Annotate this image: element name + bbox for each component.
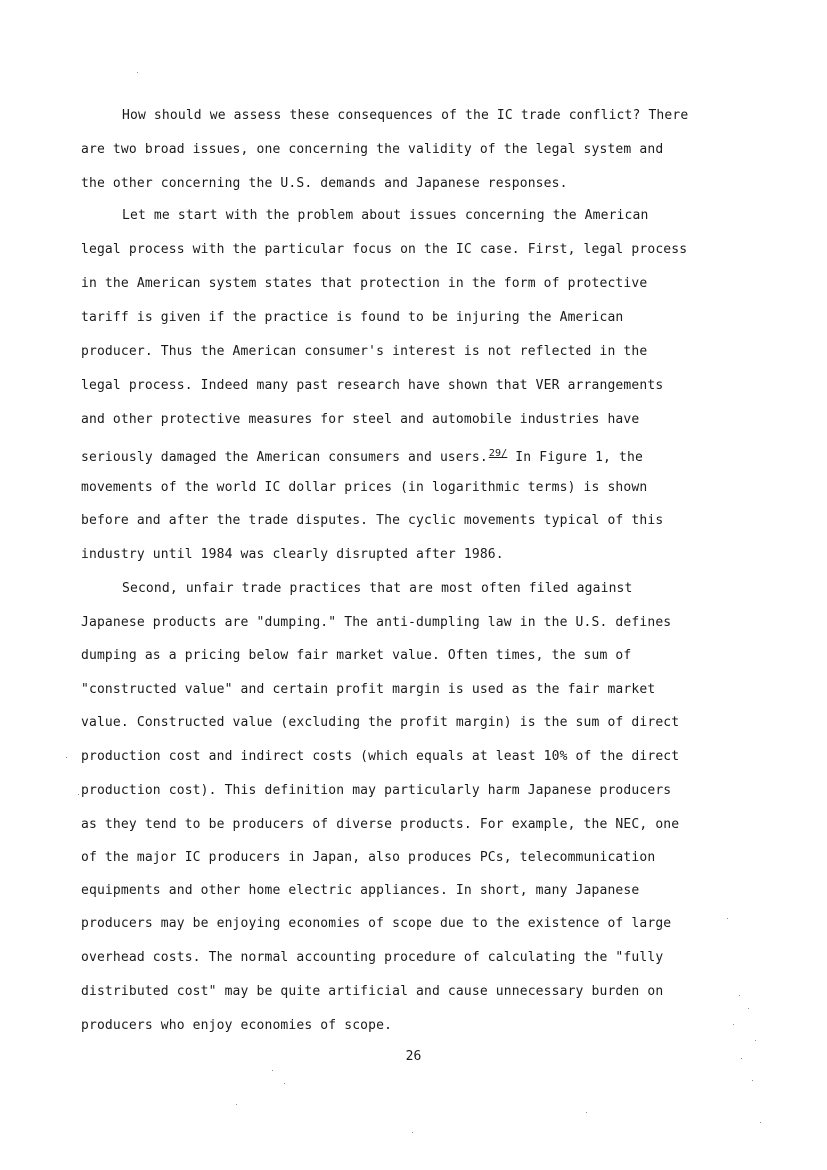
page-number: 26 (405, 1049, 422, 1064)
scan-speck (137, 72, 138, 73)
text-line: are two broad issues, one concerning the validity of the legal system and (81, 142, 664, 157)
scan-speck (66, 757, 67, 758)
scan-speck (236, 1104, 237, 1105)
scan-speck (586, 1112, 587, 1113)
text-line: "constructed value" and certain profit margin is used as the fair market (81, 682, 656, 697)
text-line: distributed cost" may be quite artificial and cause unnecessary burden on (81, 984, 664, 999)
text-line: Let me start with the problem about issues concerning the American (122, 208, 649, 223)
text-line: movements of the world IC dollar prices (in logarithmic terms) is shown (81, 480, 648, 495)
scan-speck (78, 794, 79, 795)
scan-speck (752, 1080, 753, 1081)
text-line: production cost and indirect costs (which equals at least 10% of the direct (81, 749, 680, 764)
text-line: overhead costs. The normal accounting procedure of calculating the "fully (81, 950, 664, 965)
scan-speck (748, 1008, 749, 1009)
text-line: producer. Thus the American consumer's interest is not reflected in the (81, 344, 648, 359)
text-line: Second, unfair trade practices that are most often filed against (122, 581, 633, 596)
text-line: Japanese products are "dumping." The anti-dumpling law in the U.S. defines (81, 615, 672, 630)
scan-speck (741, 1058, 742, 1059)
text-line: before and after the trade disputes. The cyclic movements typical of this (81, 513, 664, 528)
text-line: in the American system states that protection in the form of protective (81, 276, 648, 291)
text-line: dumping as a pricing below fair market value. Often times, the sum of (81, 648, 632, 663)
text-line: as they tend to be producers of diverse products. For example, the NEC, one (81, 817, 680, 832)
text-line: tariff is given if the practice is found to be injuring the American (81, 310, 624, 325)
text-line: production cost). This definition may particularly harm Japanese producers (81, 783, 672, 798)
text-line: producers may be enjoying economies of scope due to the existence of large (81, 916, 672, 931)
text-line: and other protective measures for steel and automobile industries have (81, 412, 640, 427)
scan-speck (733, 1024, 734, 1025)
scan-speck (739, 995, 740, 996)
text-line-with-footnote (81, 444, 731, 468)
text-line: industry until 1984 was clearly disrupted after 1986. (81, 547, 504, 562)
text-line: of the major IC producers in Japan, also produces PCs, telecommunication (81, 850, 656, 865)
scan-speck (272, 1070, 273, 1071)
text-line: How should we assess these consequences of the IC trade conflict? There (122, 108, 689, 123)
scan-speck (412, 1132, 413, 1133)
text-line: legal process. Indeed many past research have shown that VER arrangements (81, 378, 664, 393)
scan-speck (284, 1083, 285, 1084)
scan-speck (727, 918, 728, 919)
text-line: legal process with the particular focus on the IC case. First, legal process (81, 242, 688, 257)
scan-speck (760, 1122, 761, 1123)
text-line: value. Constructed value (excluding the profit margin) is the sum of direct (81, 715, 680, 730)
text-line: equipments and other home electric appliances. In short, many Japanese (81, 883, 640, 898)
text-segment: In Figure 1, the (507, 450, 643, 465)
text-line: the other concerning the U.S. demands and Japanese responses. (81, 176, 568, 191)
text-line: producers who enjoy economies of scope. (81, 1018, 393, 1033)
scan-speck (755, 1040, 756, 1041)
footnote-marker: 29/ (488, 448, 508, 459)
text-segment: seriously damaged the American consumers and users. (81, 450, 488, 465)
